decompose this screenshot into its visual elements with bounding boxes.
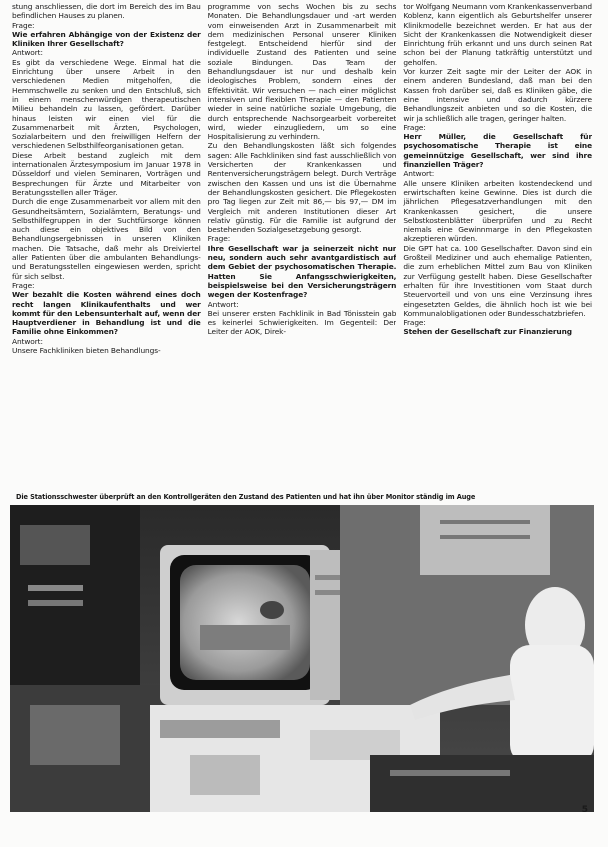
body-paragraph: Durch die enge Zusammenarbeit vor allem mit den Gesundheitsämtern, Sozialämtern, Beratungs- und Selbsthilfegruppen in der Suchtfürsorge können auch diese ein objektives Bild von den Behandlungsergebnissen in unseren Kliniken machen. Die Tatsache, daß mehr als Dreiviertel aller Patienten über die ambulanten Behandlungs- und Beratungsstellen eingewiesen werden, spricht für sich selbst. [12,197,201,281]
photo-illustration [10,505,594,812]
text-column-2 [208,2,397,492]
question-answer-label: Frage: [12,20,35,30]
body-paragraph: Unsere Fachkliniken bieten Behandlungs- [12,345,161,355]
interview-question: Wer bezahlt die Kosten während eines doch recht langen Klinikaufenthalts und wer kommt für den Lebensunterhalt auf, wenn der Hauptverdiener in Behandlung ist und die Familie ohne Einkommen? [12,290,201,337]
body-paragraph: Die GPT hat ca. 100 Gesellschafter. Davon sind ein Großteil Mediziner und auch ehemalige Patienten, die zum erheblichen Mittel zum Bau von Kliniken zur Verfügung gestellt haben. Diese Gesellschafter erhalten für ihre Investitionen vom Staat durch Steuervorteil und von uns eine Verzinsung ihres eingesetzten Geldes, die ähnlich hoch ist wie bei Kommunalobligationen oder Bundesschatzbriefen. [403,243,593,318]
body-paragraph: tor Wolfgang Neumann vom Krankenkassenverband Koblenz, kann eigentlich als Geburtshelfer unserer Klinikmodelle bezeichnet werden. Er hat aus der Sicht der Krankenkassen die Notwendigkeit dieser Einrichtung früh erkannt und uns durch seinen Rat schon bei der Planung tatkräftig unterstützt und geholfen. [403,2,593,67]
body-paragraph: Vor kurzer Zeit sagte mir der Leiter der AOK in einem anderen Bundesland, daß man bei den Kassen froh darüber sei, daß es Kliniken gäbe, die eine intensive und dadurch kürzere Behandlungszeit anbieten und so die Kosten, die wir ja schließlich alle tragen, geringer halten. [403,67,593,123]
question-answer-label: Antwort: [207,299,239,309]
body-paragraph: Bei unserer ersten Fachklinik in Bad Tönisstein gab es keinerlei Schwierigkeiten. Im Gegenteil: Der Leiter der AOK, Direk- [207,308,397,337]
question-answer-label: Frage: [207,234,231,244]
question-answer-label: Frage: [12,280,35,290]
interview-question: Wie erfahren Abhängige von der Existenz der Kliniken Ihrer Gesellschaft? [12,29,201,49]
page-number: 5 [581,805,588,815]
body-paragraph: stung anschliessen, die dort im Bereich des im Bau befindlichen Hauses zu planen. [12,2,201,21]
question-answer-label: Antwort: [403,169,435,179]
interview-question: Ihre Gesellschaft war ja seinerzeit nicht nur neu, sondern auch sehr avantgardistisch auf dem Gebiet der psychosomatischen Therapie. Hatten Sie Anfangsschwierigkeiten, beispielsweise bei den Versicherungsträgern wegen der Kostenfrage? [207,243,397,300]
body-paragraph: Alle unsere Kliniken arbeiten kostendeckend und erwirtschaften keine Gewinne. Dies ist durch die jährlichen Pflegesatzverhandlungen mit den Krankenkassen gesichert, die unsere Selbstkostenblätter überprüfen und zu Recht niemals eine Gewinnmarge in den Pflegekosten akzeptieren würden. [403,178,593,244]
question-answer-label: Frage: [403,318,426,328]
question-answer-label: Antwort: [12,48,43,58]
photo-caption: Die Stationsschwester überprüft an den Kontrollgeräten den Zustand des Patienten und hat ihn über Monitor ständig im Auge [16,493,476,501]
interview-question: Herr Müller, die Gesellschaft für psychosomatische Therapie ist eine gemeinnützige Gesellschaft, wer sind ihre finanziellen Träger? [403,132,593,170]
body-paragraph: programme von sechs Wochen bis zu sechs Monaten. Die Behandlungsdauer und -art werden vom einweisenden Arzt in Zusammenarbeit mit dem medizinischen Personal unserer Kliniken festgelegt. Entscheidend hierfür sind der individuelle Zustand des Patienten und seine soziale Bindungen. Das Team der Behandlungsdauer ist nur und deshalb kein ideologisches Problem, sondern eines der Effektivität. Wir versuchen — nach einer möglichst intensiven und flexiblen Therapie — den Patienten wieder in seine natürliche soziale Umgebung, die durch entsprechende Nachsorgearbeit vorbereitet wird, wieder einzugliedern, um so eine Hospitalisierung zu verhindern. [207,2,397,142]
question-answer-label: Antwort: [12,336,43,346]
body-paragraph: Zu den Behandlungskosten läßt sich folgendes sagen: Alle Fachkliniken sind fast ausschließlich von Versicherten der Krankenkassen und Rentenversicherungsträgern belegt. Durch Verträge zwischen den Kassen und uns ist die Übernahme der Behandlungskosten gesichert. Die Pflegekosten pro Tag liegen zur Zeit mit 86,— bis 97,— DM im Vergleich mit anderen Institutionen dieser Art relativ günstig. Für die Familie ist aufgrund der bestehenden Sozialgesetzgebung gesorgt. [207,141,397,235]
body-paragraph: Es gibt da verschiedene Wege. Einmal hat die Einrichtung über unsere Arbeit in den verschiedenen Medien mitgeholfen, die Hemmschwelle zu senken und den Entschluß, sich in einem menschenwürdigen therapeutischen Milieu behandeln zu lassen, gefördert. Darüber hinaus leisten wir einen viel für die Zusammenarbeit mit Ärzten, Psychologen, Sozialarbeitern und den freiwilligen Helfern der verschiedenen Selbsthilfeorganisationen getan. [12,57,201,151]
interview-question: Stehen der Gesellschaft zur Finanzierung [403,327,572,337]
text-column-1 [12,2,201,492]
body-paragraph: Diese Arbeit bestand zugleich mit dem internationalen Ärztesymposium im Januar 1978 in Düsseldorf und vielen Seminaren, Vorträgen und Besprechungen für Ärzte und Mitarbeiter von Beratungsstellen aller Träger. [12,150,201,197]
question-answer-label: Frage: [403,122,426,132]
text-column-3 [403,2,592,492]
text-columns [12,2,592,492]
photograph-nurse-monitor [10,505,594,812]
